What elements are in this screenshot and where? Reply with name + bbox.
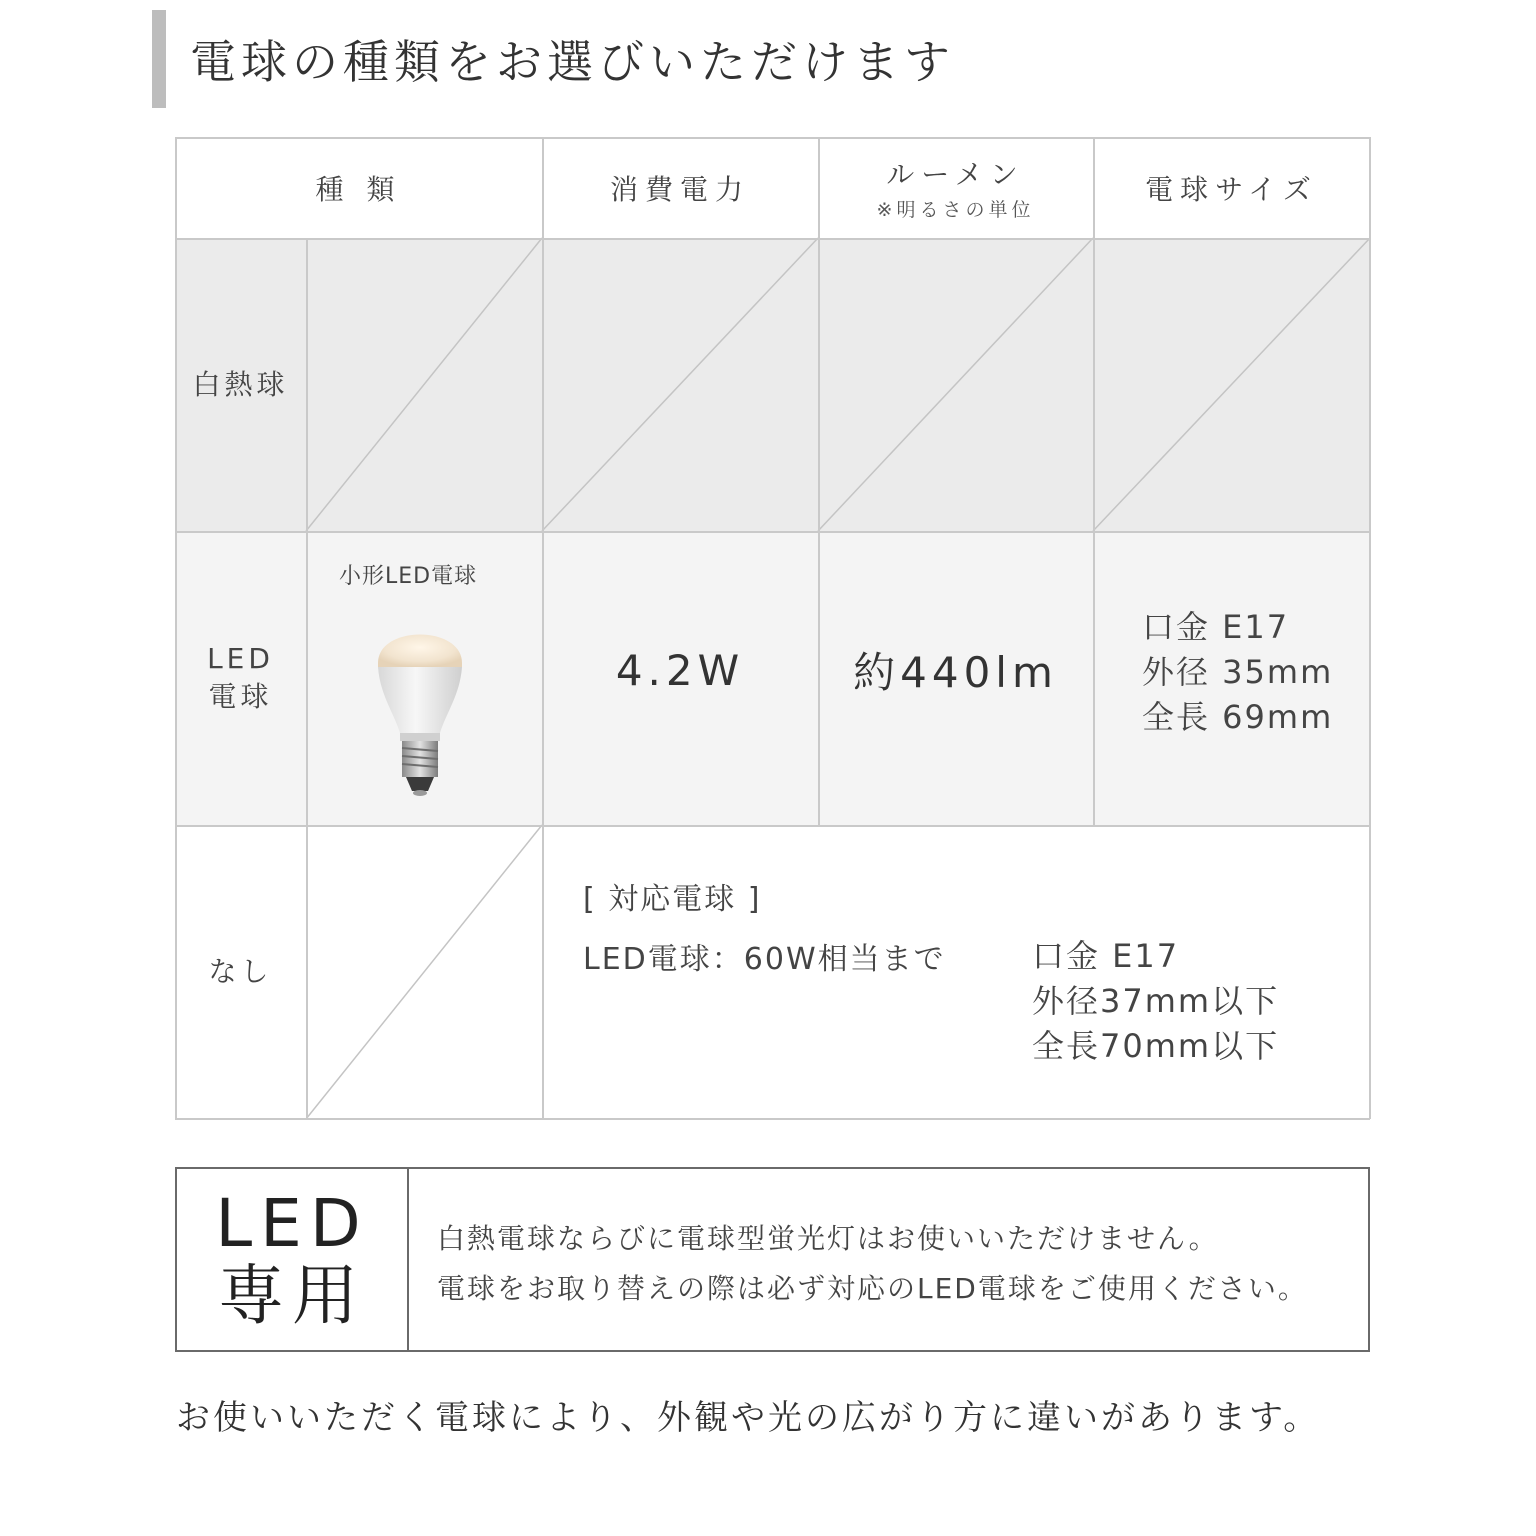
led-label-line2: 電球 [208,680,273,713]
led-only-badge [177,1169,407,1350]
diagonal-line [1093,238,1370,531]
diagonal-line [306,238,542,531]
led-power-value: 4.2W [615,645,745,695]
none-size-length: 全長70mm以下 [1032,1027,1280,1065]
led-lumen-value: 約440lm [853,648,1058,697]
row-label-led [175,531,306,825]
row-label-none [175,825,306,1119]
title-accent-bar [152,10,166,108]
header-lumen-label: ルーメン [886,158,1025,191]
header-type-label: 種 類 [315,172,402,206]
bulb-name: 小形LED電球 [339,564,478,589]
led-lumen-cell [818,531,1093,809]
header-power [542,137,818,238]
header-size [1093,137,1370,238]
header-lumen [818,137,1093,238]
none-label: なし [208,955,273,988]
led-only-notice [175,1167,1370,1352]
led-label-line1: LED [207,642,274,675]
led-size-length: 全長 69mm [1142,698,1334,736]
led-only-badge-line2: 専用 [218,1256,366,1334]
none-size-base: 口金 E17 [1032,937,1180,975]
header-size-label: 電球サイズ [1145,172,1318,206]
notice-divider [407,1169,409,1350]
led-bulb-image [370,615,470,797]
led-size-specs [1142,605,1333,740]
notice-line1: 白熱電球ならびに電球型蛍光灯はお使いいただけません。 [437,1222,1219,1255]
diagonal-line [542,238,818,531]
footer-note: お使いいただく電球により、外観や光の広がり方に違いがあります。 [176,1398,1321,1438]
compatible-bulb: LED電球：60W相当まで [583,942,946,977]
none-size-specs [1032,934,1279,1069]
diagonal-line [818,238,1093,531]
diagonal-line [306,825,542,1119]
led-power-cell [542,531,818,809]
led-only-badge-line1: LED [215,1184,369,1262]
header-type [175,137,542,238]
header-lumen-note: ※明るさの単位 [876,199,1035,221]
row-label-incandescent [175,238,306,531]
led-size-diameter: 外径 35mm [1142,653,1334,691]
notice-line2: 電球をお取り替えの際は必ず対応のLED電球をご使用ください。 [437,1272,1308,1305]
compatible-heading: [ 対応電球 ] [583,882,762,917]
led-size-base: 口金 E17 [1142,608,1290,646]
header-power-label: 消費電力 [609,172,750,206]
bulb-table [175,137,1370,1119]
none-size-diameter: 外径37mm以下 [1032,982,1280,1020]
page-title: 電球の種類をお選びいただけます [190,35,955,89]
incandescent-label: 白熱球 [192,367,289,401]
